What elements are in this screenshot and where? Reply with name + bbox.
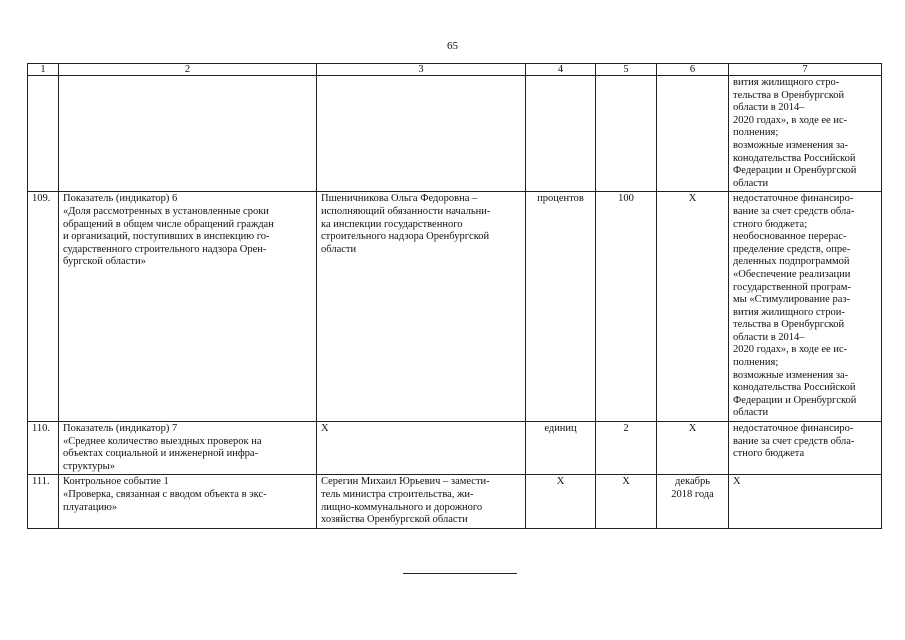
text-line: деленных подпрограммой [733, 256, 850, 268]
text-line: и организаций, поступивших в инспекцию го- [63, 231, 270, 243]
value-cell: 2 [596, 422, 657, 475]
text-line: Контрольное событие 1 [63, 476, 169, 488]
text-line: мы «Стимулирование раз- [733, 294, 850, 306]
text-line: «Обеспечение реализации [733, 268, 851, 280]
text-line: стного бюджета [733, 448, 805, 460]
text-line: декабрь [675, 476, 710, 488]
text-line: сударственного строительного надзора Орен- [63, 243, 267, 255]
text-line: недостаточное финансиро- [733, 193, 854, 205]
row-number: 109. [28, 192, 59, 422]
text-line: объектах социальной и инженерной инфра- [63, 448, 259, 460]
risk-cell [729, 76, 882, 192]
table-row-continuation [28, 76, 882, 192]
header-col-7: 7 [729, 64, 882, 76]
header-col-2: 2 [59, 64, 317, 76]
cell-empty [317, 76, 526, 192]
header-col-5: 5 [596, 64, 657, 76]
text-line: вание за счет средств обла- [733, 435, 855, 447]
text-line: конодательства Российской [733, 152, 856, 164]
text-line: тель министра строительства, жи- [321, 489, 474, 500]
text-line: необоснованное перерас- [733, 231, 847, 243]
text-line: полнения; [733, 127, 779, 139]
text-line: Показатель (индикатор) 6 [63, 193, 178, 205]
text-line: стного бюджета; [733, 218, 808, 230]
text-line: исполняющий обязанности начальни- [321, 205, 491, 217]
text-line: недостаточное финансиро- [733, 423, 854, 435]
text-line: Пшеничникова Ольга Федоровна – [321, 193, 478, 205]
table-row-110 [28, 422, 882, 475]
header-col-1: 1 [28, 64, 59, 76]
text-line: конодательства Российской [733, 382, 856, 394]
unit-cell: Х [526, 475, 596, 528]
header-col-4: 4 [526, 64, 596, 76]
row-number: 110. [28, 422, 59, 475]
text-line: «Проверка, связанная с вводом объекта в экс- [63, 489, 267, 500]
responsible-cell [317, 475, 526, 528]
responsible-cell: Х [317, 422, 526, 475]
text-line: хозяйства Оренбургской области [321, 514, 468, 526]
text-line: «Доля рассмотренных в установленные сроки [63, 205, 269, 217]
text-line: Показатель (индикатор) 7 [63, 423, 178, 435]
indicator-cell [59, 192, 317, 422]
text-line: лищно-коммунального и дорожного [321, 501, 483, 513]
program-risk-table [27, 63, 882, 529]
deadline-cell: Х [657, 192, 729, 422]
indicator-cell [59, 422, 317, 475]
table-row-111 [28, 475, 882, 528]
text-line: возможные изменения за- [733, 369, 849, 381]
value-cell: Х [596, 475, 657, 528]
deadline-cell [657, 475, 729, 528]
text-line: 2020 годах», в ходе ее ис- [733, 344, 848, 356]
cell-empty [59, 76, 317, 192]
text-line: области [733, 407, 769, 419]
text-line: государственной програм- [733, 281, 851, 293]
page-number: 65 [447, 40, 458, 52]
indicator-cell [59, 475, 317, 528]
text-line: тельства в Оренбургской [733, 319, 845, 331]
text-line: области в 2014– [733, 331, 805, 343]
text-line: бургской области» [63, 256, 146, 268]
risk-cell [729, 192, 882, 422]
text-line: пределение средств, опре- [733, 243, 851, 255]
cell-empty [657, 76, 729, 192]
cell-empty [28, 76, 59, 192]
cell-empty [596, 76, 657, 192]
text-line: области [733, 177, 769, 189]
table-header-row [28, 64, 882, 76]
text-line: Серегин Михаил Юрьевич – замести- [321, 476, 490, 488]
text-line: возможные изменения за- [733, 139, 849, 151]
text-line: плуатацию» [63, 501, 118, 513]
cell-empty [526, 76, 596, 192]
risk-cell [729, 422, 882, 475]
text-line: строительного надзора Оренбургской [321, 231, 490, 243]
header-col-3: 3 [317, 64, 526, 76]
text-line: вития жилищного строи- [733, 306, 845, 318]
text-line: Федерации и Оренбургской [733, 394, 857, 406]
deadline-cell: Х [657, 422, 729, 475]
risk-cell: Х [729, 475, 882, 528]
responsible-cell [317, 192, 526, 422]
text-line: структуры» [63, 460, 115, 472]
text-line: тельства в Оренбургской [733, 89, 845, 101]
table-row-109 [28, 192, 882, 422]
text-line: 2020 годах», в ходе ее ис- [733, 114, 848, 126]
text-line: обращений в общем числе обращений граждан [63, 218, 274, 230]
text-line: области [321, 243, 357, 255]
unit-cell: процентов [526, 192, 596, 422]
text-line: области в 2014– [733, 102, 805, 114]
text-line: «Среднее количество выездных проверок на [63, 435, 262, 447]
text-line: вание за счет средств обла- [733, 205, 855, 217]
unit-cell: единиц [526, 422, 596, 475]
text-line: полнения; [733, 357, 779, 369]
text-line: ка инспекции государственного [321, 218, 463, 230]
text-line: 2018 года [671, 489, 714, 500]
footnote-divider [403, 573, 517, 574]
text-line: Федерации и Оренбургской [733, 165, 857, 177]
header-col-6: 6 [657, 64, 729, 76]
row-number: 111. [28, 475, 59, 528]
text-line: вития жилищного стро- [733, 77, 840, 88]
value-cell: 100 [596, 192, 657, 422]
